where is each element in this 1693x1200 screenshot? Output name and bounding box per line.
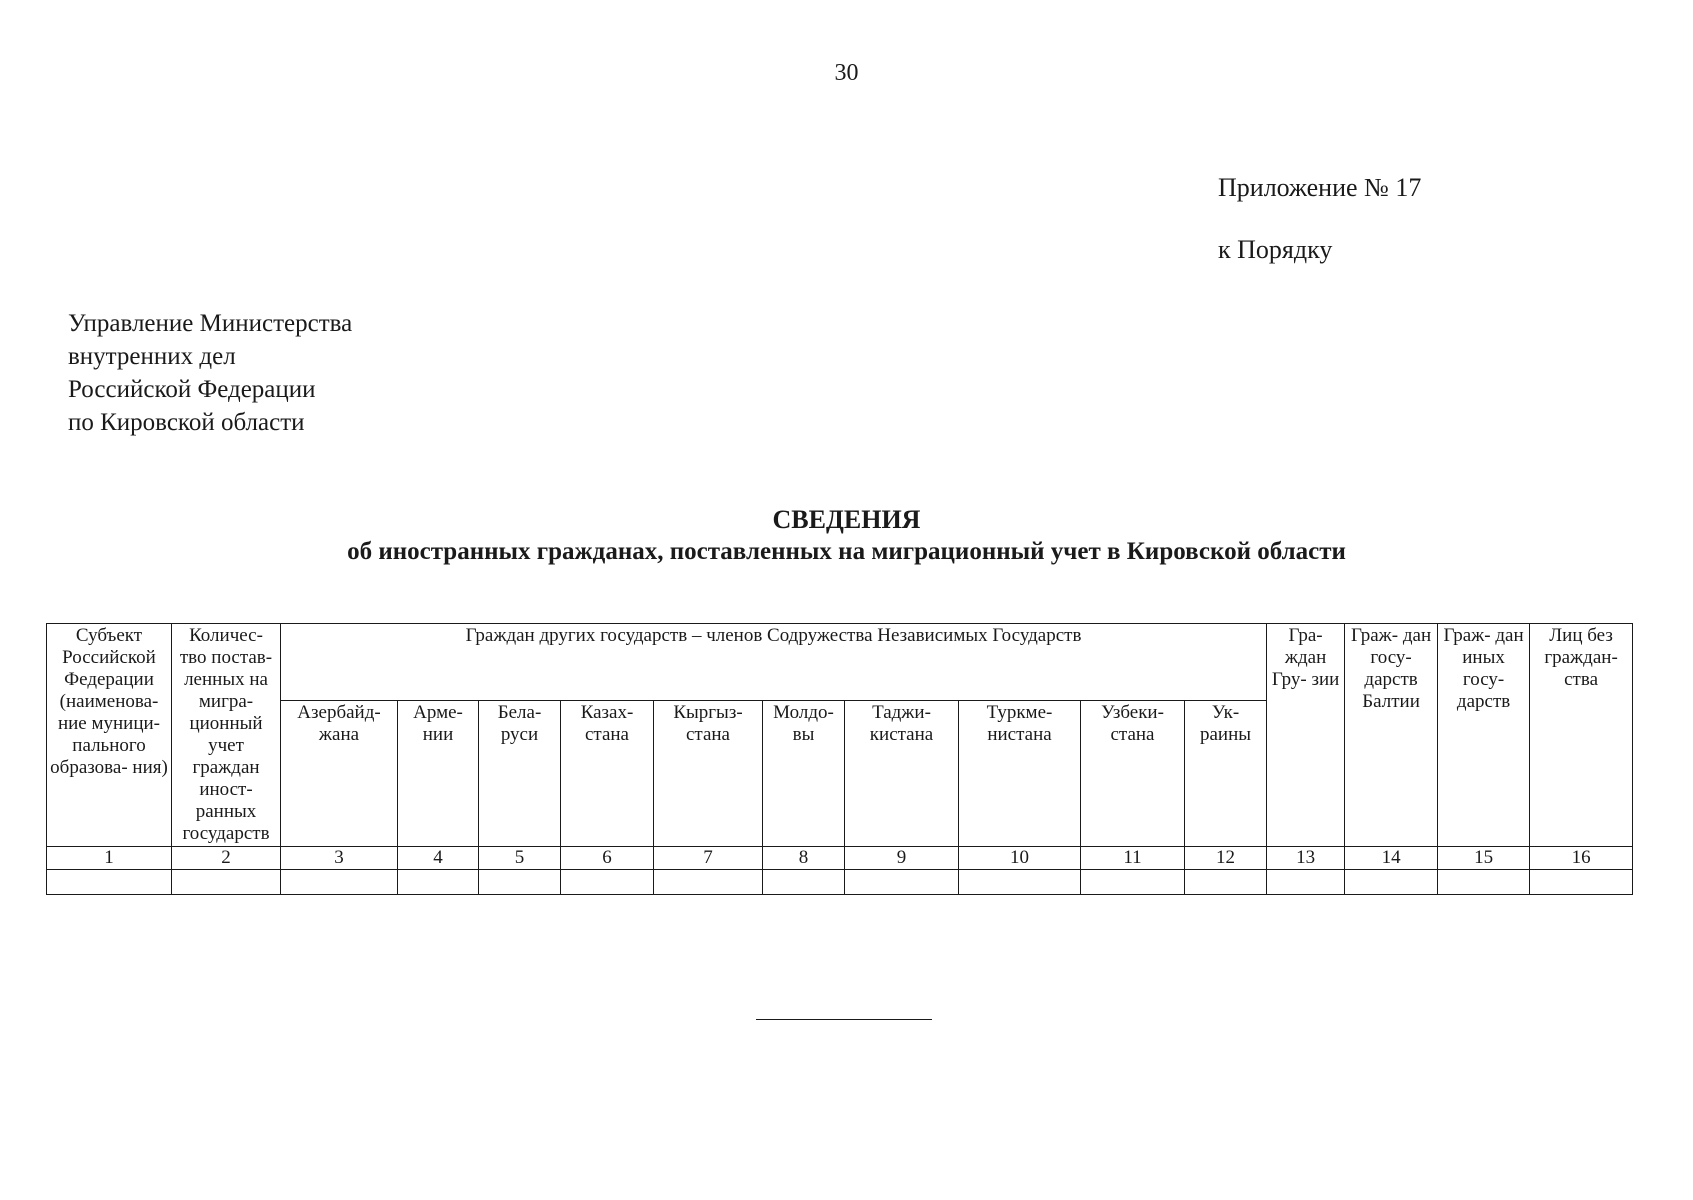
header-kazakhstan: Казах- стана — [561, 701, 654, 847]
authority-block — [68, 307, 352, 439]
column-number-row — [47, 847, 1633, 870]
closing-rule — [756, 1019, 932, 1020]
empty-data-row — [47, 870, 1633, 895]
header-cis-group: Граждан других государств – членов Содружества Независимых Государств — [281, 624, 1267, 701]
empty-cell — [845, 870, 959, 895]
header-baltic: Граж- дан госу- дарств Балтии — [1345, 624, 1438, 847]
empty-cell — [1438, 870, 1530, 895]
empty-cell — [1345, 870, 1438, 895]
column-number: 7 — [654, 847, 763, 870]
empty-cell — [1530, 870, 1633, 895]
header-turkmenistan: Туркме- нистана — [959, 701, 1081, 847]
column-number: 1 — [47, 847, 172, 870]
header-georgia: Гра- ждан Гру- зии — [1267, 624, 1345, 847]
column-number: 11 — [1081, 847, 1185, 870]
column-number: 8 — [763, 847, 845, 870]
authority-line: Российской Федерации — [68, 376, 316, 403]
column-number: 4 — [398, 847, 479, 870]
header-ukraine: Ук- раины — [1185, 701, 1267, 847]
header-stateless: Лиц без граждан- ства — [1530, 624, 1633, 847]
empty-cell — [479, 870, 561, 895]
empty-cell — [1081, 870, 1185, 895]
column-number: 14 — [1345, 847, 1438, 870]
header-subject: Субъект Российской Федерации (наименова- ние муници- пального образова- ния) — [47, 624, 172, 847]
appendix-block — [1218, 172, 1421, 266]
header-moldova: Молдо- вы — [763, 701, 845, 847]
empty-cell — [1267, 870, 1345, 895]
authority-line: Управление Министерства — [68, 310, 353, 337]
empty-cell — [654, 870, 763, 895]
header-azerbaijan: Азербайд- жана — [281, 701, 398, 847]
column-number: 5 — [479, 847, 561, 870]
column-number: 15 — [1438, 847, 1530, 870]
header-count: Количес- тво постав- ленных на мигра- ционный учет граждан иност- ранных государств — [172, 624, 281, 847]
empty-cell — [172, 870, 281, 895]
authority-line: внутренних дел — [68, 343, 236, 370]
header-tajikistan: Таджи- кистана — [845, 701, 959, 847]
empty-cell — [47, 870, 172, 895]
empty-cell — [1185, 870, 1267, 895]
empty-cell — [398, 870, 479, 895]
empty-cell — [561, 870, 654, 895]
header-belarus: Бела- руси — [479, 701, 561, 847]
column-number: 9 — [845, 847, 959, 870]
authority-line: по Кировской области — [68, 409, 305, 436]
appendix-title: Приложение № 17 — [1218, 173, 1422, 202]
empty-cell — [959, 870, 1081, 895]
empty-cell — [763, 870, 845, 895]
header-armenia: Арме- нии — [398, 701, 479, 847]
document-subtitle: об иностранных гражданах, поставленных на миграционный учет в Кировской области — [347, 538, 1346, 565]
column-number: 2 — [172, 847, 281, 870]
column-number: 16 — [1530, 847, 1633, 870]
header-row-group — [47, 624, 1633, 701]
header-kyrgyzstan: Кыргыз- стана — [654, 701, 763, 847]
empty-cell — [281, 870, 398, 895]
report-table — [46, 623, 1633, 895]
header-uzbekistan: Узбеки- стана — [1081, 701, 1185, 847]
page-number: 30 — [834, 60, 859, 86]
header-other-states: Граж- дан иных госу- дарств — [1438, 624, 1530, 847]
column-number: 13 — [1267, 847, 1345, 870]
document-title: СВЕДЕНИЯ — [772, 505, 921, 534]
column-number: 10 — [959, 847, 1081, 870]
column-number: 3 — [281, 847, 398, 870]
column-number: 12 — [1185, 847, 1267, 870]
title-block — [0, 504, 1693, 568]
column-number: 6 — [561, 847, 654, 870]
appendix-reference: к Порядку — [1218, 235, 1333, 264]
